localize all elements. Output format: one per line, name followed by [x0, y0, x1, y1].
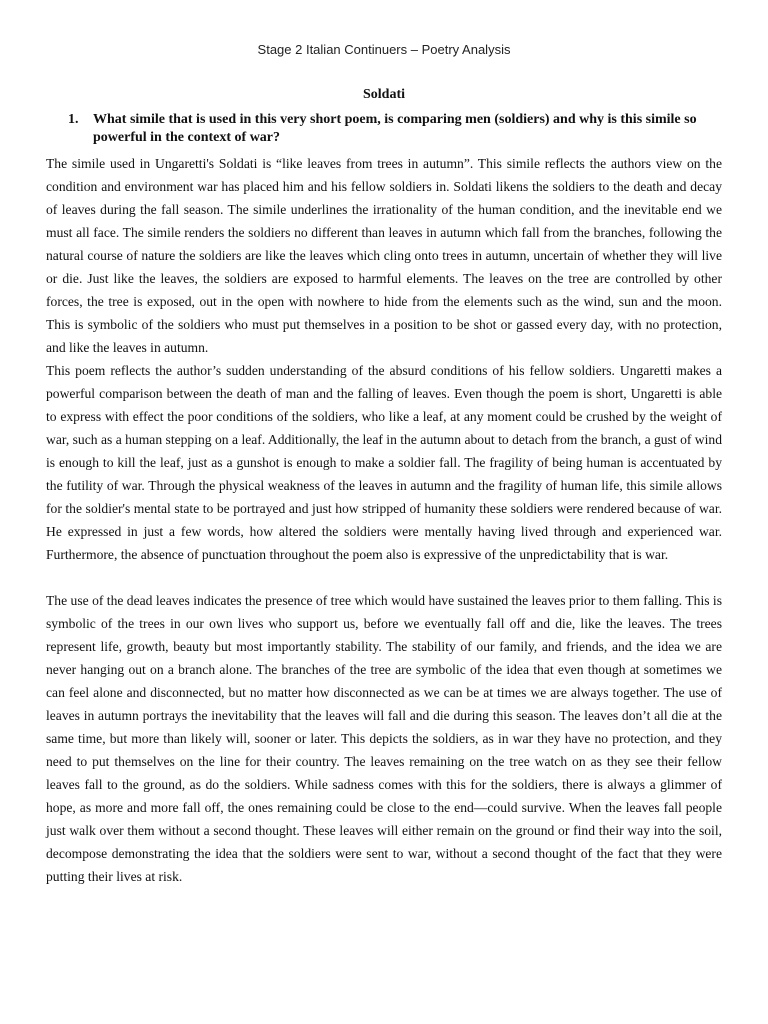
question-text: What simile that is used in this very short poem, is comparing men (soldiers) and why is this simile so powerful in the context of war?: [93, 112, 697, 145]
paragraph-2: This poem reflects the author’s sudden understanding of the absurd conditions of his fellow soldiers. Ungaretti makes a powerful comparison between the death of man and the falling of leaves. Even though the poem is short, Ungaretti is able to express with effect the poor conditions of the soldiers, who like a leaf, at any moment could be crushed by the weight of war, such as a human stepping on a leaf. Additionally, the leaf in the autumn about to detach from the branch, a gust of wind is enough to kill the leaf, just as a gunshot is enough to make a soldier fall. The fragility of being human is accentuated by the futility of war. Through the physical weakness of the leaves in autumn and the fragility of human life, this simile allows for the soldier's mental state to be portrayed and just how stripped of humanity these soldiers were rendered because of war. He expressed in just a few words, how altered the soldiers were mentally having lived through and experienced war. Furthermore, the absence of punctuation throughout the poem also is expressive of the unpredictability that is war.: [46, 363, 722, 562]
document-title: Soldati: [362, 87, 405, 102]
question-number: 1.: [68, 112, 79, 127]
answer-body: [46, 152, 722, 888]
question-heading: [68, 111, 728, 147]
paragraph-3: The use of the dead leaves indicates the presence of tree which would have sustained the leaves prior to them falling. This is symbolic of the trees in our own lives who support us, before we eventually fall off and die, like the leaves. The trees represent life, growth, beauty but most importantly stability. The stability of our family, and friends, and the idea we are never hanging out on a branch alone. The branches of the tree are symbolic of the idea that even though at sometimes we can feel alone and disconnected, but no matter how disconnected as we can be at times we are always together. The use of leaves in autumn portrays the inevitability that the leaves will fall and die during this season. The leaves don’t all die at the same time, but more than likely will, sooner or later. This depicts the soldiers, as in war they have no protection, and they need to put themselves on the line for their country. The leaves remaining on the tree watch on as they see their fellow leaves fall to the ground, as do the soldiers. While sadness comes with this for the soldiers, there is always a glimmer of hope, as more and more fall off, the ones remaining could be close to the end—could survive. When the leaves fall people just walk over them without a second thought. These leaves will either remain on the ground or find their way into the soil, decompose demonstrating the idea that the soldiers were sent to war, without a second thought of the fact that they were putting their lives at risk.: [46, 593, 722, 884]
page-header: Stage 2 Italian Continuers – Poetry Analysis: [257, 42, 511, 57]
paragraph-1: The simile used in Ungaretti's Soldati is “like leaves from trees in autumn”. This simile reflects the authors view on the condition and environment war has placed him and his fellow soldiers in. Soldati likens the soldiers to the death and decay of leaves during the fall season. The simile underlines the irrationality of the human condition, and the inevitable end we must all face. The simile renders the soldiers no different than leaves in autumn which fall from the branches, following the natural course of nature the soldiers are like the leaves which cling onto trees in autumn, uncertain of whether they will live or die. Just like the leaves, the soldiers are exposed to harmful elements. The leaves on the tree are controlled by other forces, the tree is exposed, out in the open with nowhere to hide from the elements such as the wind, sun and the moon. This is symbolic of the soldiers who must put themselves in a position to be shot or gassed every day, with no protection, and like the leaves in autumn.: [46, 156, 722, 355]
